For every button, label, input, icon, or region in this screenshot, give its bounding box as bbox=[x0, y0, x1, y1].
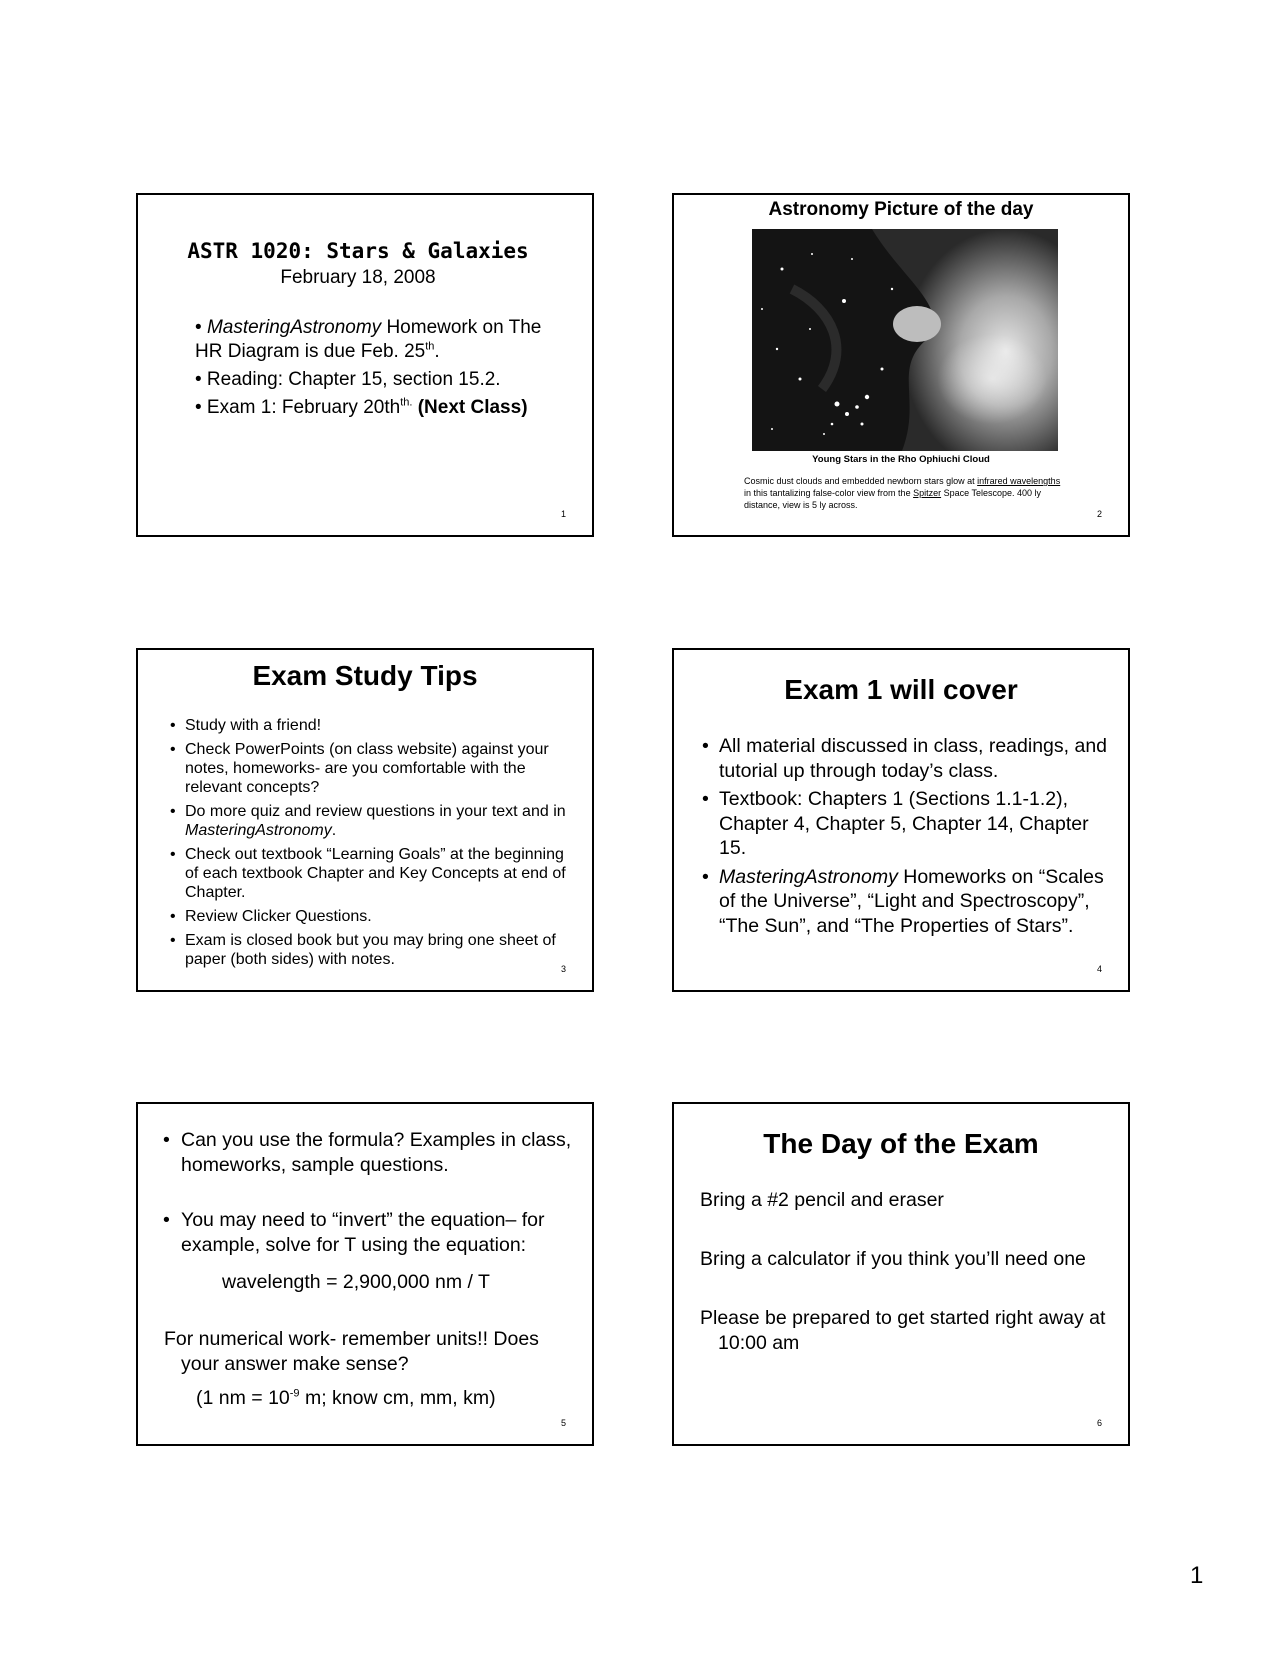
course-title: ASTR 1020: Stars & Galaxies bbox=[187, 239, 529, 263]
list-item: • Textbook: Chapters 1 (Sections 1.1-1.2), Chapter 4, Chapter 5, Chapter 14, Chapter 15. bbox=[702, 787, 1112, 861]
homework-bullet: • MasteringAstronomy Homework on The HR Diagram is due Feb. 25th. bbox=[195, 317, 542, 362]
pencil-line: Bring a #2 pencil and eraser bbox=[700, 1189, 944, 1211]
slide-title: Astronomy Picture of the day bbox=[768, 199, 1034, 220]
slide-5 bbox=[136, 1102, 594, 1446]
list-item: • Exam is closed book but you may bring one sheet of paper (both sides) with notes. bbox=[170, 931, 570, 969]
calculator-line: Bring a calculator if you think you’ll need one bbox=[700, 1248, 1086, 1270]
list-item: • Check PowerPoints (on class website) against your notes, homeworks- are you comfortable with the relevant concepts? bbox=[170, 740, 570, 797]
page-number: 1 bbox=[1190, 1562, 1204, 1589]
list-item: • Review Clicker Questions. bbox=[170, 907, 570, 926]
reading-bullet: • Reading: Chapter 15, section 15.2. bbox=[195, 369, 501, 390]
study-tips-list bbox=[170, 716, 570, 974]
slide-number: 1 bbox=[560, 509, 566, 519]
lecture-date: February 18, 2008 bbox=[280, 267, 436, 288]
units-note: For numerical work- remember units!! Does your answer make sense? bbox=[164, 1328, 539, 1375]
list-item: • Check out textbook “Learning Goals” at the beginning of each textbook Chapter and Key Concepts at end of Chapter. bbox=[170, 845, 570, 902]
slide-title: The Day of the Exam bbox=[763, 1128, 1039, 1159]
formula-bullet: • Can you use the formula? Examples in class, homeworks, sample questions. bbox=[163, 1128, 581, 1177]
spitzer-link[interactable]: Spitzer bbox=[913, 488, 942, 498]
list-item: • All material discussed in class, readings, and tutorial up through today’s class. bbox=[702, 734, 1112, 783]
slide-1 bbox=[136, 193, 594, 537]
start-time-line: Please be prepared to get started right away at 10:00 am bbox=[700, 1307, 1106, 1354]
exam-coverage-list bbox=[702, 734, 1112, 942]
slide-number: 2 bbox=[1096, 509, 1102, 519]
equation: wavelength = 2,900,000 nm / T bbox=[222, 1271, 490, 1293]
units-example: (1 nm = $10^{-9}$ m; know cm, mm, km) bbox=[196, 1387, 496, 1409]
invert-bullet: • You may need to “invert” the equation– for example, solve for T using the equation: bbox=[163, 1208, 581, 1257]
photo-caption: Young Stars in the Rho Ophiuchi Cloud bbox=[812, 454, 990, 465]
slide-6 bbox=[672, 1102, 1130, 1446]
list-item: • MasteringAstronomy Homeworks on “Scales of the Universe”, “Light and Spectroscopy”, “The Sun”, and “The Properties of Stars”. bbox=[702, 865, 1112, 939]
list-item: • Do more quiz and review questions in your text and in MasteringAstronomy. bbox=[170, 802, 570, 840]
exam-bullet: • Exam 1: February $20th^{th.}$ (Next Class) bbox=[195, 396, 528, 418]
slide-number: 5 bbox=[560, 1418, 566, 1428]
photo-description: Cosmic dust clouds and embedded newborn stars glow at infrared wavelengths in this tantalizing false-color view from the Spitzer Space Telescope. 400 ly distance, view is 5 ly across. bbox=[744, 476, 1061, 510]
nebula-photo bbox=[752, 229, 1058, 451]
slide-title: Exam Study Tips bbox=[252, 660, 478, 691]
slide-number: 4 bbox=[1096, 964, 1102, 974]
slide-title: Exam 1 will cover bbox=[784, 674, 1018, 705]
slide-2 bbox=[672, 193, 1130, 537]
slide-number: 6 bbox=[1096, 1418, 1102, 1428]
slide-number: 3 bbox=[560, 964, 566, 974]
slide-3 bbox=[136, 648, 594, 992]
list-item: • Study with a friend! bbox=[170, 716, 570, 735]
infrared-link[interactable]: infrared wavelengths bbox=[977, 476, 1061, 486]
slide-4 bbox=[672, 648, 1130, 992]
